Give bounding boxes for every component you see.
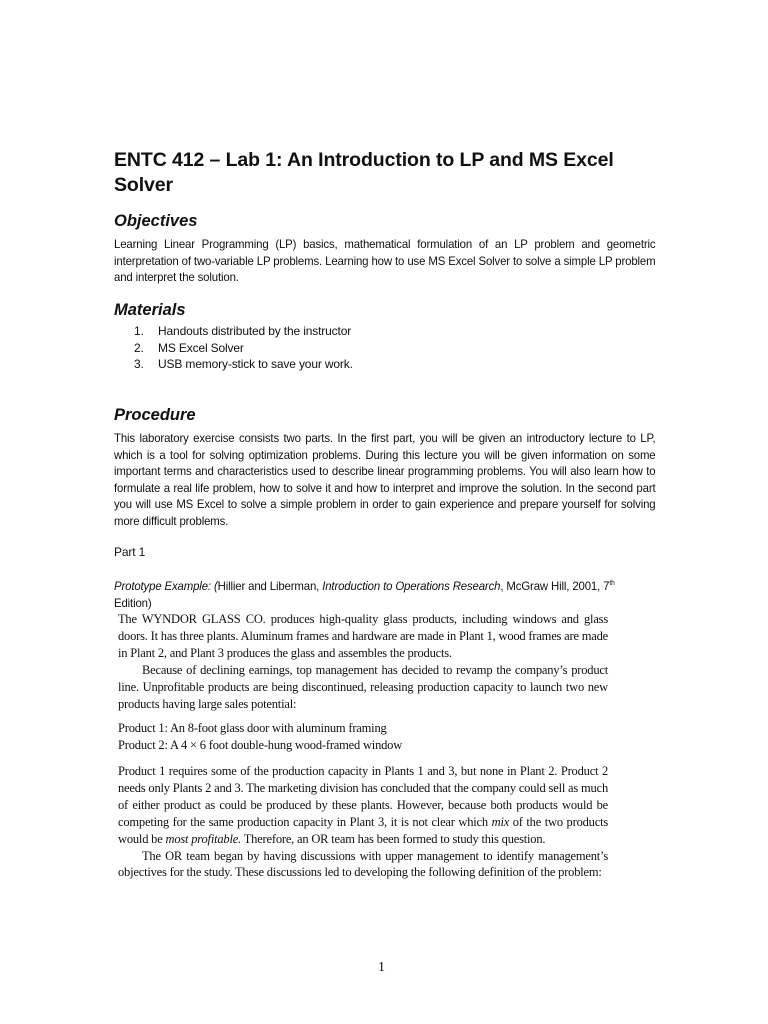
list-item: 3. USB memory-stick to save your work. (134, 357, 353, 371)
part-label: Part 1 (114, 545, 146, 559)
objectives-heading: Objectives (114, 212, 198, 230)
product-1: Product 1: An 8-foot glass door with aluminum framing (118, 721, 387, 735)
excerpt-body (118, 763, 608, 881)
product-list (118, 720, 402, 754)
list-item: 2. MS Excel Solver (134, 340, 244, 355)
excerpt-paragraph: The WYNDOR GLASS CO. produces high-quality glass products, including windows and glass doors. It has three plants. Aluminum frames and hardware are made in Plant 1, wood frames are made in Plant 2, and Plant 3 produces the glass and assembles the products. (118, 612, 608, 660)
excerpt-paragraph: Because of declining earnings, top management has decided to revamp the company’s product line. Unprofitable products are being discontinued, releasing production capacity to launch two new products having large sales potential: (118, 662, 608, 711)
materials-list (134, 323, 353, 373)
page-title: ENTC 412 – Lab 1: An Introduction to LP and MS Excel Solver (114, 149, 614, 196)
excerpt-paragraph: The OR team began by having discussions with upper management to identify management’s objectives for the study. These discussions led to developing the following definition of the problem: (118, 848, 608, 880)
excerpt-paragraph: Product 1 requires some of the production capacity in Plants 1 and 3, but none in Plant 2. Product 2 needs only Plants 2 and 3. The marketing division has concluded that the company could sell as much of either product as could be produced by these plants. However, because both products would be competing for the same production capacity in Plant 3, it is not clear which mix of the two products would be most profitable. Therefore, an OR team has been formed to study this question. (118, 764, 609, 846)
product-2: Product 2: A 4 × 6 foot double-hung wood-framed window (118, 738, 403, 752)
materials-heading: Materials (114, 301, 186, 319)
page-number: 1 (378, 960, 385, 975)
procedure-text: This laboratory exercise consists two parts. In the first part, you will be given an introductory lecture to LP, which is a tool for solving optimization problems. During this lecture you will be given information on some important terms and characteristics used to describe linear programming problems. You will also learn how to formulate a real life problem, how to solve it and how to interpret and improve the solution. In the second part you will use MS Excel to solve a simple problem in order to gain experience and prepare yourself for solving more difficult problems. (114, 431, 656, 528)
objectives-text: Learning Linear Programming (LP) basics, mathematical formulation of an LP problem and geometric interpretation of two-variable LP problems. Learning how to use MS Excel Solver to solve a simple LP problem and interpret the solution. (114, 237, 656, 284)
prototype-citation: Prototype Example: (Hillier and Liberman, Introduction to Operations Research, McGraw Hill, 2001, 7th Edition) (114, 579, 615, 610)
procedure-heading: Procedure (114, 406, 196, 424)
excerpt-intro (118, 611, 608, 712)
list-item: 1. Handouts distributed by the instructor (134, 324, 352, 338)
